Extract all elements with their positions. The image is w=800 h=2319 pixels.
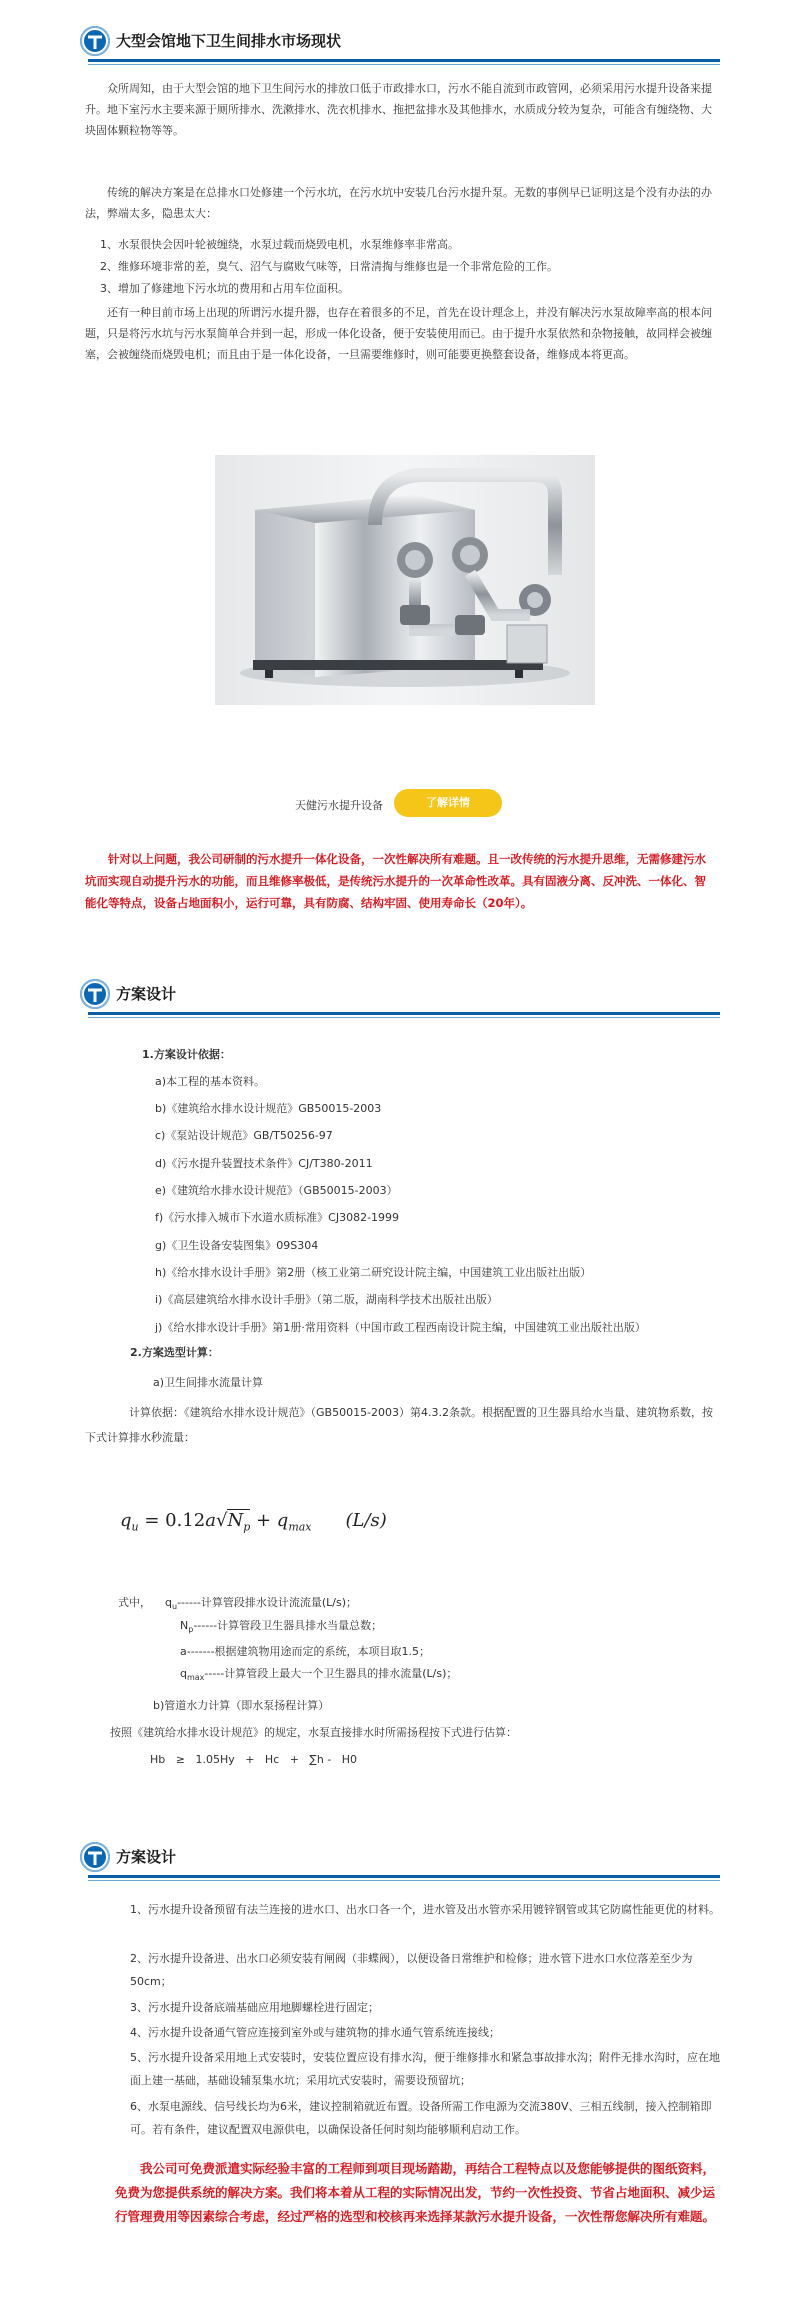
divider — [88, 1012, 720, 1015]
divider — [88, 1017, 720, 1018]
company-logo-icon — [80, 1842, 110, 1872]
formula-text: + q — [250, 1510, 289, 1531]
basis-item: f)《污水排入城市下水道水质标准》CJ3082-1999 — [155, 1211, 400, 1224]
drawback-item: 1、水泵很快会因叶轮被缠绕，水泵过载而烧毁电机，水泵维修率非常高。 — [100, 238, 459, 251]
basis-item: a)本工程的基本资料。 — [155, 1075, 266, 1088]
def-subscript: u — [171, 1602, 178, 1612]
company-logo-icon — [80, 26, 110, 56]
definition-row — [180, 1643, 430, 1659]
basis-item: e)《建筑给水排水设计规范》（GB50015-2003） — [155, 1184, 398, 1197]
basis-item: i)《高层建筑给水排水设计手册》（第二版，湖南科学技术出版社出版） — [155, 1293, 498, 1306]
definition-row — [180, 1617, 382, 1634]
def-symbol: q — [165, 1596, 172, 1609]
formula-symbol: q — [120, 1510, 132, 1531]
drawback-item: 2、维修环境非常的差，臭气、沼气与腐败气味等，日常清掏与维修也是一个非常危险的工作。 — [100, 260, 558, 273]
section-header-design — [80, 975, 720, 1015]
basis-item: j)《给水排水设计手册》第1册·常用资料（中国市政工程西南设计院主编，中国建筑工业出版社出版） — [155, 1321, 646, 1334]
intro-paragraph: 众所周知，由于大型会馆的地下卫生间污水的排放口低于市政排水口，污水不能自流到市政管网，必须采用污水提升设备来提升。地下室污水主要来源于厕所排水、洗漱排水、洗衣机排水、拖把盆排水及其他排水，水质成分较为复杂，可能含有缠绕物、大块固体颗粒物等等。 — [85, 82, 712, 137]
basis-item: b)《建筑给水排水设计规范》GB50015-2003 — [155, 1102, 382, 1115]
highlight-paragraph: 针对以上问题，我公司研制的污水提升一体化设备，一次性解决所有难题。且一改传统的污水提升思维，无需修建污水坑而实现自动提升污水的功能，而且维修率极低，是传统污水提升的一次革命性改革。具有固液分离、反冲洗、一体化、智能化等特点，设备占地面积小，运行可靠，具有防腐、结构牢固、使用寿命长（20年）。 — [85, 852, 706, 910]
def-text: ------计算管段排水设计流流量(L/s)； — [177, 1596, 358, 1609]
def-text: -----计算管段上最大一个卫生器具的排水流量(L/s)； — [204, 1667, 458, 1680]
divider — [88, 1880, 720, 1881]
formula-unit: (L/s) — [345, 1510, 387, 1531]
formula-symbol: N — [227, 1510, 244, 1531]
formula-subscript: u — [131, 1520, 139, 1534]
formula-text: = 0.12 — [138, 1510, 206, 1531]
drawback-item: 3、增加了修建地下污水坑的费用和占用车位面积。 — [100, 282, 349, 295]
lift-heading: b)管道水力计算（即水泵扬程计算） — [153, 1699, 330, 1712]
flow-heading: a)卫生间排水流量计算 — [153, 1376, 264, 1389]
definition-row — [165, 1594, 357, 1611]
def-text: -------根据建筑物用途而定的系统，本项目取1.5； — [186, 1645, 431, 1658]
basis-item: g)《卫生设备安装图集》09S304 — [155, 1239, 319, 1252]
learn-more-button[interactable]: 了解详情 — [394, 789, 502, 817]
section-title: 方案设计 — [116, 985, 177, 1003]
note-item: 1、污水提升设备预留有法兰连接的进水口、出水口各一个，进水管及出水管亦采用镀锌钢管或其它防腐性能更优的材料。 — [130, 1903, 720, 1916]
def-subscript: p — [188, 1625, 194, 1635]
note-item: 4、污水提升设备通气管应连接到室外或与建筑物的排水通气管系统连接线； — [130, 2026, 500, 2039]
image-caption: 天健污水提升设备 — [295, 799, 383, 812]
section-header-design-2 — [80, 1838, 720, 1878]
formula-subscript: max — [288, 1520, 312, 1534]
contact-highlight-paragraph: 我公司可免费派遣实际经验丰富的工程师到项目现场踏勘，再结合工程特点以及您能够提供的图纸资料，免费为您提供系统的解决方案。我们将本着从工程的实际情况出发，节约一次性投资、节省占地面积、减少运行管理费用等因素综合考虑，经过严格的选型和校核再来选择某款污水提升设备，一次性帮您解决所有难题。 — [115, 2161, 716, 2224]
basis-heading: 1.方案设计依据： — [142, 1048, 231, 1061]
section-title: 大型会馆地下卫生间排水市场现状 — [116, 32, 342, 50]
product-image — [215, 455, 595, 705]
lift-formula: Hb ≥ 1.05Hy + Hc + ∑h - H0 — [150, 1753, 358, 1766]
definition-row — [180, 1665, 457, 1682]
def-text: ------计算管段卫生器具排水当量总数； — [193, 1619, 383, 1632]
where-label: 式中， — [118, 1596, 151, 1609]
lift-text: 按照《建筑给水排水设计规范》的规定，水泵直接排水时所需扬程按下式进行估算： — [110, 1726, 517, 1739]
market-paragraph: 还有一种目前市场上出现的所谓污水提升器，也存在着很多的不足，首先在设计理念上，并没有解决污水泵故障率高的根本问题，只是将污水坑与污水泵简单合并到一起，形成一体化设备，便于安装使用而已。由于提升水泵依然和杂物接触，故同样会被缠塞，会被缠绕而烧毁电机；而且由于是一体化设备，一旦需要维修时，则可能要更换整套设备，维修成本将更高。 — [85, 306, 712, 361]
divider — [88, 1875, 720, 1878]
def-subscript: max — [186, 1673, 205, 1683]
section-title: 方案设计 — [116, 1848, 177, 1866]
def-symbol: q — [180, 1667, 187, 1680]
traditional-paragraph: 传统的解决方案是在总排水口处修建一个污水坑，在污水坑中安装几台污水提升泵。无数的事例早已证明这是个没有办法的办法，弊端太多，隐患太大： — [85, 186, 712, 220]
def-symbol: N — [180, 1619, 189, 1632]
formula-symbol: a — [205, 1510, 216, 1531]
flow-formula: $q_u = 0.12a√N_p + q_{max}$ (L/s) — [120, 1510, 387, 1534]
section-header-market — [80, 22, 720, 62]
selection-heading: 2.方案选型计算： — [130, 1346, 219, 1359]
formula-subscript: p — [243, 1520, 251, 1534]
note-item: 5、污水提升设备采用地上式安装时，安装位置应设有排水沟，便于维修排水和紧急事故排水沟；附件无排水沟时，应在地面上建一基础，基础设辅泵集水坑；采用坑式安装时，需要设预留坑； — [130, 2051, 720, 2087]
def-symbol: a — [180, 1645, 187, 1658]
divider — [88, 59, 720, 62]
basis-item: h)《给水排水设计手册》第2册（核工业第二研究设计院主编，中国建筑工业出版社出版） — [155, 1266, 592, 1279]
company-logo-icon — [80, 979, 110, 1009]
note-item: 2、污水提升设备进、出水口必须安装有闸阀（非蝶阀），以便设备日常维护和检修；进水管下进水口水位落差至少为50cm； — [130, 1952, 693, 1988]
basis-item: d)《污水提升装置技术条件》CJ/T380-2011 — [155, 1157, 373, 1170]
note-item: 6、水泵电源线、信号线长均为6米，建议控制箱就近布置。设备所需工作电源为交流380V、三相五线制，接入控制箱即可。若有条件，建议配置双电源供电，以确保设备任何时刻均能够顺利启动工作。 — [130, 2100, 712, 2136]
note-item: 3、污水提升设备底端基础应用地脚螺栓进行固定； — [130, 2001, 379, 2014]
calc-basis-paragraph: 计算依据：《建筑给水排水设计规范》（GB50015-2003）第4.3.2条款。根据配置的卫生器具给水当量、建筑物系数，按下式计算排水秒流量： — [85, 1406, 714, 1444]
basis-item: c)《泵站设计规范》GB/T50256-97 — [155, 1129, 333, 1142]
divider — [88, 64, 720, 65]
